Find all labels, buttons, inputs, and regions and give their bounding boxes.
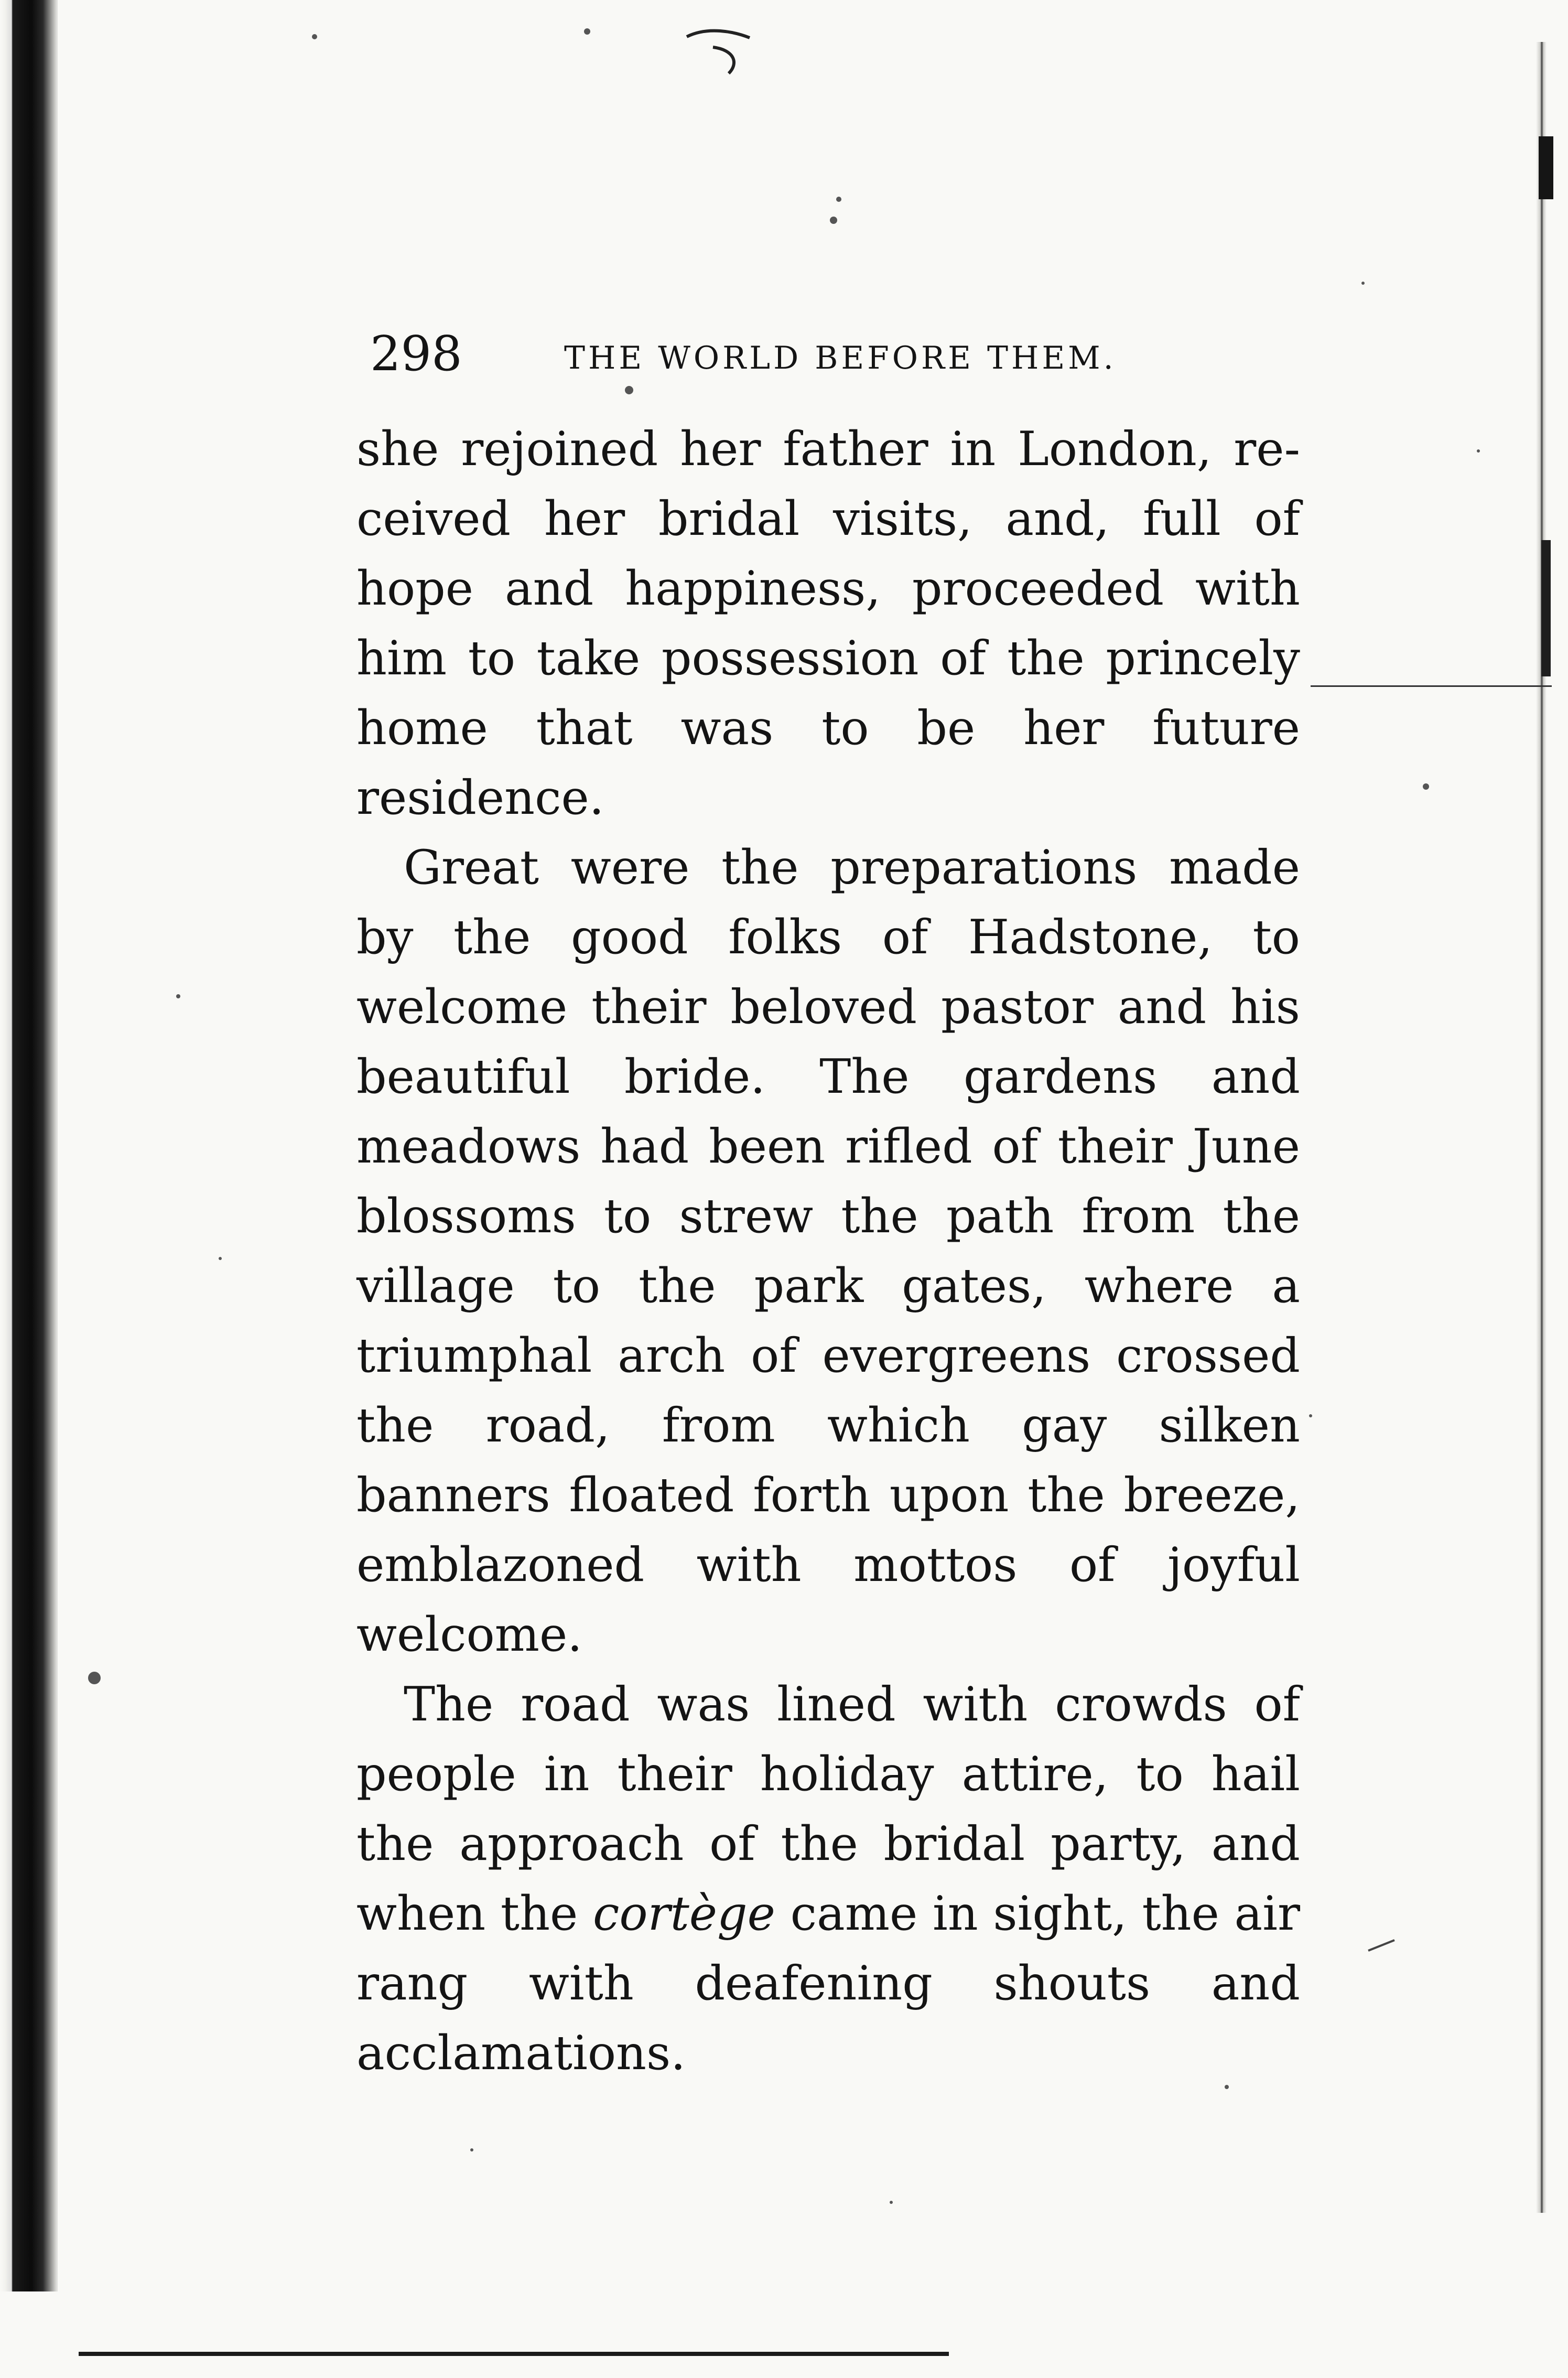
paragraph-text: she rejoined her father in London, received her bridal visits, and, full of hope and happiness, proceeded with him to take possession of the princely home that was to be her future residence. bbox=[356, 422, 1300, 825]
paragraph bbox=[356, 1670, 1300, 2088]
page-number: 298 bbox=[370, 326, 462, 382]
right-edge-mark bbox=[1539, 136, 1553, 199]
paragraph-text: came in sight, the air rang with deafening shouts and acclamations. bbox=[356, 1886, 1300, 2081]
paragraph bbox=[356, 833, 1300, 1670]
binding-shadow bbox=[0, 0, 58, 2378]
paragraph-text: Great were the preparations made by the good folks of Hadstone, to welcome their beloved pastor and his beautiful bride. The gardens and meadows had been rifled of their June blossoms to strew the path from the village to the park gates, where a triumphal arch of evergreens crossed the road, from which gay silken banners floated forth upon the breeze, emblazoned with mottos of joyful welcome. bbox=[356, 840, 1300, 1662]
paragraph bbox=[356, 414, 1300, 833]
stray-rule-line bbox=[1311, 685, 1552, 687]
binding-shadow-gap bbox=[0, 2291, 58, 2378]
right-edge-mark bbox=[1541, 540, 1551, 676]
bottom-rule-line bbox=[79, 2352, 949, 2356]
right-page-edge bbox=[1536, 42, 1547, 2213]
paragraph-text: The road was lined with crowds of people in their holiday attire, to hail the approach of the bridal party, and when the bbox=[356, 1677, 1300, 1941]
body-text bbox=[356, 414, 1300, 2088]
page-header bbox=[370, 325, 1366, 383]
italic-text: cortège bbox=[593, 1886, 775, 1941]
running-head: THE WORLD BEFORE THEM. bbox=[564, 340, 1117, 376]
